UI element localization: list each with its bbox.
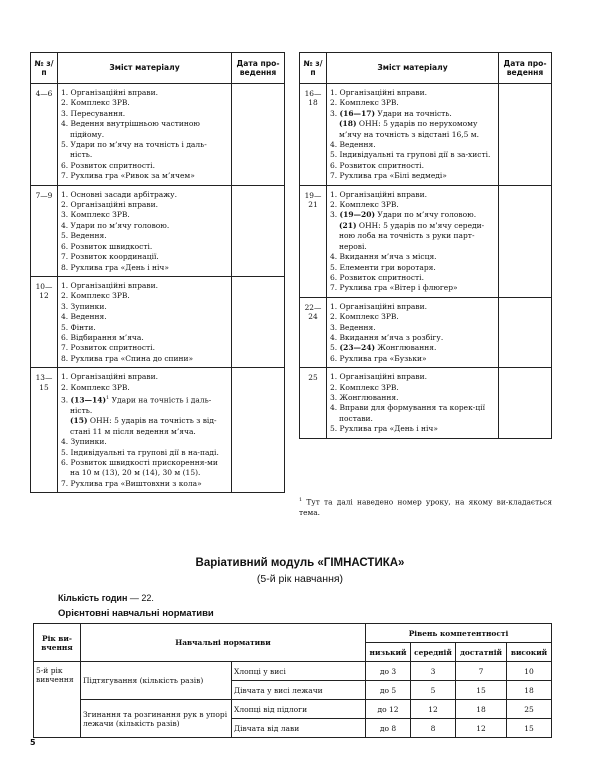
item-number: 2. <box>61 200 69 210</box>
item-number: 5. <box>61 322 69 332</box>
cell-value: 12 <box>411 700 456 719</box>
year-cell: 5-й рік вивчення <box>34 662 81 738</box>
item-number: 1. <box>330 301 338 311</box>
content-item <box>61 312 228 322</box>
item-text: Основні засади арбітражу. <box>70 189 177 199</box>
content-item <box>330 210 495 220</box>
item-number: 7. <box>61 478 69 488</box>
item-number: 3. <box>61 210 69 220</box>
item-text: Зупинки. <box>70 301 107 311</box>
content-item <box>330 161 495 171</box>
item-number: 4. <box>61 312 69 322</box>
content-item <box>330 98 495 108</box>
content-item <box>330 323 495 333</box>
lesson-number: 16— 18 <box>300 84 327 186</box>
cell-value: 5 <box>411 681 456 700</box>
row-name: Дівчата від лави <box>232 719 366 738</box>
item-text: Організаційні вправи. <box>70 280 158 290</box>
item-text: Розвиток швидкості прискорення-ми на 10 м (13), 20 м (14), 30 м (15). <box>70 457 218 478</box>
item-number: 4. <box>61 437 69 447</box>
content-item <box>330 190 495 200</box>
footnote-mark: 1 <box>299 497 303 503</box>
cell-value: 3 <box>411 662 456 681</box>
hours-label: Кількість годин <box>58 593 128 603</box>
lesson-number: 22— 24 <box>300 297 327 367</box>
item-text: Комплекс ЗРВ. <box>70 382 130 392</box>
lesson-content <box>58 276 232 367</box>
cell-value: до 3 <box>366 662 411 681</box>
content-item <box>61 416 228 437</box>
item-text: Елементи гри воротаря. <box>339 262 436 272</box>
item-text: Ведення. <box>70 312 107 322</box>
lesson-range: (21) <box>339 220 357 230</box>
item-number: 6. <box>61 241 69 251</box>
row-name: Хлопці у висі <box>232 662 366 681</box>
item-number: 4. <box>330 332 338 342</box>
lesson-number: 13— 15 <box>31 368 58 493</box>
item-number: 5. <box>61 231 69 241</box>
content-item <box>61 291 228 301</box>
cell-value: до 5 <box>366 681 411 700</box>
lesson-row <box>300 297 552 367</box>
item-text: Розвиток спритності. <box>70 160 155 170</box>
item-number: 3. <box>61 108 69 118</box>
content-item <box>61 119 228 140</box>
hours-value: — 22. <box>127 593 154 603</box>
item-number: 2. <box>330 98 338 108</box>
item-text: Організаційні вправи. <box>339 88 427 97</box>
cell-value: до 8 <box>366 719 411 738</box>
lesson-row <box>31 276 285 367</box>
cell-value: 10 <box>507 662 552 681</box>
cell-value: 25 <box>507 700 552 719</box>
item-number: 5. <box>61 140 69 150</box>
item-number: 5. <box>330 150 338 160</box>
content-item <box>330 221 495 252</box>
item-number: 4. <box>330 140 338 150</box>
content-item <box>330 424 495 434</box>
item-number: 4. <box>330 252 338 262</box>
item-text: Жонглювання. <box>375 343 437 353</box>
content-item <box>61 302 228 312</box>
group-label: Згинання та розгинання рук в упорі лежачи (кількість разів) <box>81 700 232 738</box>
item-number: 6. <box>61 457 69 467</box>
cell-value: 18 <box>507 681 552 700</box>
lesson-row <box>300 185 552 297</box>
lesson-range: (23—24) <box>339 343 376 353</box>
date-cell <box>232 368 285 493</box>
item-text: Вправи для формування та корек-ції постави. <box>339 403 485 423</box>
content-item <box>330 393 495 403</box>
footnote-ref: 1 <box>106 394 110 401</box>
content-item <box>330 252 495 262</box>
content-item <box>330 109 495 119</box>
lesson-number: 19— 21 <box>300 185 327 297</box>
content-item <box>330 273 495 283</box>
lesson-content <box>58 84 232 186</box>
lesson-row <box>31 368 285 493</box>
content-item <box>61 210 228 220</box>
lesson-row <box>300 84 552 186</box>
lesson-number: 7—9 <box>31 185 58 276</box>
date-cell <box>232 276 285 367</box>
item-text: Комплекс ЗРВ. <box>339 200 399 210</box>
header-num: № з/п <box>300 53 327 84</box>
content-item <box>330 200 495 210</box>
lesson-content <box>327 84 499 186</box>
item-number: 8. <box>61 262 69 272</box>
content-item <box>61 109 228 119</box>
table-row <box>34 662 552 681</box>
cell-value: 12 <box>456 719 507 738</box>
cell-value: 7 <box>456 662 507 681</box>
item-number: 1. <box>61 280 69 290</box>
item-number: 2. <box>61 291 69 301</box>
header-content: Зміст матеріалу <box>327 53 499 84</box>
cell-value: 18 <box>456 700 507 719</box>
item-text: ОНН: 5 ударів на точність з від-стані 11 м після ведення м’яча. <box>70 416 217 436</box>
lesson-content <box>327 185 499 297</box>
content-item <box>61 458 228 479</box>
item-text: Організаційні вправи. <box>70 200 158 210</box>
content-item <box>61 281 228 291</box>
level-mid: середній <box>411 643 456 662</box>
item-number: 6. <box>330 160 338 170</box>
content-item <box>61 448 228 458</box>
item-number: 3. <box>330 210 338 220</box>
item-number: 8. <box>61 353 69 363</box>
level-high: високий <box>507 643 552 662</box>
content-item <box>330 312 495 322</box>
item-number: 3. <box>330 322 338 332</box>
date-cell <box>499 297 552 367</box>
item-number: 6. <box>330 272 338 282</box>
group-label: Підтягування (кількість разів) <box>81 662 232 700</box>
lesson-table-right <box>299 52 552 439</box>
footnote-text: Тут та далі наведено номер уроку, на якому ви-кладається тема. <box>299 497 552 518</box>
item-text: Комплекс ЗРВ. <box>339 382 399 392</box>
item-number: 5. <box>61 447 69 457</box>
item-number: 1. <box>61 189 69 199</box>
content-item <box>330 119 495 140</box>
item-text: Розвиток спритності. <box>70 343 155 353</box>
item-number: 6. <box>330 353 338 363</box>
content-item <box>61 200 228 210</box>
item-text: Рухлива гра «Виштовхни з кола» <box>70 478 202 488</box>
content-item <box>61 161 228 171</box>
cell-value: 8 <box>411 719 456 738</box>
item-number: 2. <box>330 312 338 322</box>
content-item <box>61 354 228 364</box>
level-low: низький <box>366 643 411 662</box>
item-number: 1. <box>330 189 338 199</box>
content-item <box>330 354 495 364</box>
content-item <box>61 98 228 108</box>
content-item <box>330 403 495 424</box>
content-item <box>330 263 495 273</box>
content-item <box>330 372 495 382</box>
item-number: 7. <box>61 171 69 181</box>
norms-header-level: Рівень компетентності <box>366 624 552 643</box>
item-number: 1. <box>61 88 69 97</box>
item-text: Рухлива гра «Вітер і флюгер» <box>339 283 458 293</box>
date-cell <box>232 185 285 276</box>
item-text: Розвиток спритності. <box>339 160 424 170</box>
item-number: 5. <box>330 262 338 272</box>
date-cell <box>232 84 285 186</box>
content-item <box>61 383 228 393</box>
item-text: Удари на точність і даль-ність. <box>70 395 212 415</box>
lesson-range: (19—20) <box>339 210 376 220</box>
lesson-number: 25 <box>300 368 327 438</box>
item-number: 3. <box>330 392 338 402</box>
lesson-range: (13—14) <box>70 395 107 405</box>
lesson-range: (16—17) <box>339 108 376 118</box>
item-number: 7. <box>61 343 69 353</box>
item-number: 4. <box>61 220 69 230</box>
item-text: Індивідуальні та групові дії в за-хисті. <box>339 150 491 160</box>
item-text: Організаційні вправи. <box>70 372 158 382</box>
cell-value: 15 <box>456 681 507 700</box>
cell-value: до 12 <box>366 700 411 719</box>
norms-title: Орієнтовні навчальні нормативи <box>58 608 214 619</box>
item-number: 2. <box>330 200 338 210</box>
content-item <box>61 343 228 353</box>
item-number: 2. <box>330 382 338 392</box>
item-text: Фінти. <box>70 322 96 332</box>
lesson-content <box>327 368 499 438</box>
item-number: 1. <box>330 88 338 97</box>
hours-line <box>58 593 154 603</box>
header-date: Дата про- ведення <box>499 53 552 84</box>
content-item <box>61 88 228 98</box>
item-number: 4. <box>330 403 338 413</box>
item-number: 1. <box>330 372 338 382</box>
item-number: 3. <box>330 108 338 118</box>
lesson-content <box>327 297 499 367</box>
norms-header-year: Рік ви-вчення <box>34 624 81 662</box>
item-text: Комплекс ЗРВ. <box>70 291 130 301</box>
level-enough: достатній <box>456 643 507 662</box>
item-text: Комплекс ЗРВ. <box>70 210 130 220</box>
item-number: 3. <box>61 395 69 405</box>
item-number: 2. <box>61 382 69 392</box>
cell-value: 15 <box>507 719 552 738</box>
content-item <box>330 333 495 343</box>
item-number: 1. <box>61 372 69 382</box>
header-content: Зміст матеріалу <box>58 53 232 84</box>
row-name: Дівчата у висі лежачи <box>232 681 366 700</box>
item-text: Ведення. <box>339 140 376 150</box>
item-text: Зупинки. <box>70 437 107 447</box>
lesson-row <box>300 368 552 438</box>
lesson-table-left <box>30 52 285 493</box>
content-item <box>61 333 228 343</box>
item-number: 5. <box>330 343 338 353</box>
content-item <box>61 140 228 161</box>
item-text: ОНН: 5 ударів по м’ячу середи-ною лоба на точність з руки парт-нерові. <box>339 220 485 251</box>
item-text: Комплекс ЗРВ. <box>339 312 399 322</box>
content-item <box>330 283 495 293</box>
lesson-range: (18) <box>339 119 357 129</box>
content-item <box>61 372 228 382</box>
content-item <box>330 150 495 160</box>
module-title: Варіативний модуль «ГІМНАСТИКА» <box>195 557 405 569</box>
item-text: Ведення. <box>339 322 376 332</box>
item-text: Розвиток спритності. <box>339 272 424 282</box>
item-text: Пересування. <box>70 108 126 118</box>
item-number: 7. <box>330 171 338 181</box>
content-item <box>330 140 495 150</box>
item-text: Удари по м’ячу головою. <box>70 220 170 230</box>
item-text: Рухлива гра «Ривок за м’ячем» <box>70 171 195 181</box>
item-text: ОНН: 5 ударів по нерухомому м’ячу на точність з відстані 16,5 м. <box>339 119 480 139</box>
page-number: 5 <box>30 738 36 747</box>
item-text: Організаційні вправи. <box>339 372 427 382</box>
lesson-number: 10— 12 <box>31 276 58 367</box>
item-text: Розвиток координації. <box>70 252 159 262</box>
content-item <box>61 323 228 333</box>
item-text: Рухлива гра «День і ніч» <box>339 424 438 434</box>
table-header <box>31 53 285 84</box>
content-item <box>61 242 228 252</box>
item-number: 2. <box>61 98 69 108</box>
norms-table <box>33 623 552 738</box>
item-number: 5. <box>330 424 338 434</box>
content-item <box>61 190 228 200</box>
item-text: Удари по м’ячу на точність і даль-ність. <box>70 140 207 160</box>
date-cell <box>499 84 552 186</box>
item-text: Ведення. <box>70 231 107 241</box>
item-text: Удари по м’ячу головою. <box>375 210 477 220</box>
item-text: Вкидання м’яча з розбігу. <box>339 332 444 342</box>
norms-header-norms: Навчальні нормативи <box>81 624 366 662</box>
content-item <box>61 252 228 262</box>
item-text: Організаційні вправи. <box>339 189 427 199</box>
item-text: Розвиток швидкості. <box>70 241 153 251</box>
lesson-content <box>58 368 232 493</box>
row-name: Хлопці від підлоги <box>232 700 366 719</box>
content-item <box>61 393 228 416</box>
item-text: Організаційні вправи. <box>70 88 158 97</box>
item-text: Рухлива гра «День і ніч» <box>70 262 169 272</box>
item-number: 7. <box>61 252 69 262</box>
item-text: Жонглювання. <box>339 392 399 402</box>
item-text: Комплекс ЗРВ. <box>70 98 130 108</box>
content-item <box>61 221 228 231</box>
content-item <box>330 171 495 181</box>
content-item <box>330 302 495 312</box>
date-cell <box>499 368 552 438</box>
module-subtitle: (5-й рік навчання) <box>256 573 344 585</box>
content-item <box>330 343 495 353</box>
item-text: Комплекс ЗРВ. <box>339 98 399 108</box>
content-item <box>61 263 228 273</box>
footnote <box>299 495 552 518</box>
content-item <box>61 231 228 241</box>
item-text: Ведення внутрішньою частиною підйому. <box>70 119 200 139</box>
item-number: 4. <box>61 119 69 129</box>
item-text: Відбирання м’яча. <box>70 332 144 342</box>
item-number: 6. <box>61 332 69 342</box>
content-item <box>61 437 228 447</box>
item-text: Індивідуальні та групові дії в на-паді. <box>70 447 219 457</box>
item-text: Вкидання м’яча з місця. <box>339 252 437 262</box>
table-header <box>300 53 552 84</box>
content-item <box>61 479 228 489</box>
content-item <box>61 171 228 181</box>
lesson-number: 4—6 <box>31 84 58 186</box>
table-row <box>34 700 552 719</box>
date-cell <box>499 185 552 297</box>
lesson-row <box>31 185 285 276</box>
lesson-range: (15) <box>70 416 88 426</box>
item-number: 6. <box>61 160 69 170</box>
content-item <box>330 88 495 98</box>
content-item <box>330 383 495 393</box>
item-number: 3. <box>61 301 69 311</box>
item-text: Рухлива гра «Білі ведмеді» <box>339 171 447 181</box>
header-date: Дата про- ведення <box>232 53 285 84</box>
header-num: № з/п <box>31 53 58 84</box>
item-text: Організаційні вправи. <box>339 301 427 311</box>
lesson-row <box>31 84 285 186</box>
item-text: Рухлива гра «Бузьки» <box>339 353 427 363</box>
item-text: Удари на точність. <box>375 108 452 118</box>
item-number: 7. <box>330 283 338 293</box>
lesson-content <box>58 185 232 276</box>
item-text: Рухлива гра «Спина до спини» <box>70 353 194 363</box>
